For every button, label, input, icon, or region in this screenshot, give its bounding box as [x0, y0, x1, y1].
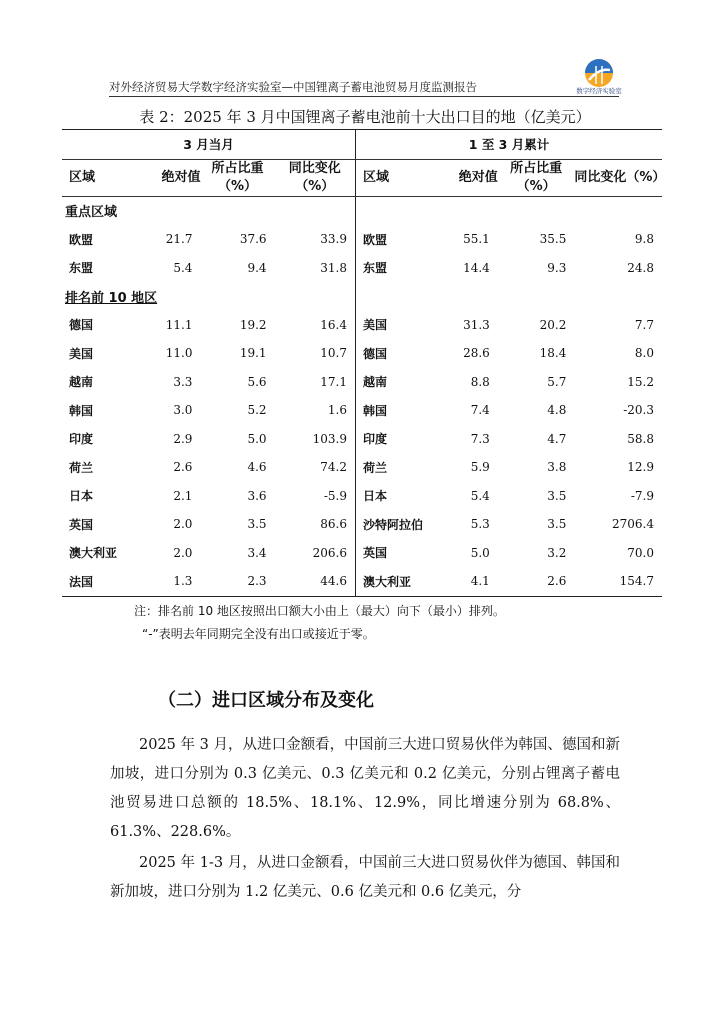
- cell-r-yoy: -7.9: [630, 488, 654, 503]
- cell-l-share: 19.2: [239, 317, 267, 332]
- cell-l-name: 越南: [69, 375, 94, 390]
- cell-r-name: 韩国: [363, 403, 388, 418]
- table-row: [62, 368, 662, 397]
- cell-r-abs: 14.4: [463, 260, 490, 275]
- cell-r-share: 9.3: [547, 260, 567, 275]
- cell-l-abs: 1.3: [140, 567, 201, 596]
- cell-r-yoy: 15.2: [627, 374, 654, 389]
- cell-l-yoy: 31.8: [275, 254, 356, 283]
- report-header: 对外经济贸易大学数字经济实验室—中国锂离子蓄电池贸易月度监测报告: [109, 78, 619, 97]
- cell-l-yoy: 17.1: [275, 368, 356, 397]
- table-row: [62, 311, 662, 340]
- cell-l-abs: 3.3: [173, 374, 193, 389]
- cell-l-abs: 2.9: [173, 431, 193, 446]
- group-cumulative: 1 至 3 月累计: [356, 130, 663, 160]
- section-key-regions: 重点区域: [62, 196, 356, 225]
- cell-r-name: 欧盟: [363, 232, 388, 247]
- cell-l-name: 欧盟: [69, 232, 94, 247]
- cell-l-name: 德国: [69, 318, 94, 333]
- cell-r-name: 英国: [363, 546, 388, 561]
- cell-l-yoy: 74.2: [275, 453, 356, 482]
- cell-l-name: 荷兰: [69, 460, 94, 475]
- cell-r-share: 18.4: [539, 346, 567, 361]
- cell-l-share: 3.5: [247, 517, 267, 532]
- cell-l-share: 5.0: [247, 431, 267, 446]
- cell-r-yoy: 8.0: [634, 346, 654, 361]
- cell-r-name: 德国: [363, 346, 388, 361]
- table-row: [62, 510, 662, 539]
- cell-l-share: 9.4: [247, 260, 267, 275]
- cell-r-share: 20.2: [539, 317, 567, 332]
- cell-l-abs: 2.0: [173, 545, 193, 560]
- cell-l-abs: 5.4: [173, 260, 193, 275]
- cell-r-share: 2.6: [498, 567, 575, 596]
- cell-r-name: 东盟: [363, 261, 388, 276]
- cell-l-abs: 11.0: [165, 346, 193, 361]
- cell-r-share: 4.7: [547, 431, 567, 446]
- table-row: [62, 453, 662, 482]
- cell-l-yoy: 10.7: [275, 339, 356, 368]
- cell-l-share: 3.6: [247, 488, 267, 503]
- cell-l-name: 印度: [69, 432, 94, 447]
- cell-r-name: 日本: [363, 489, 388, 504]
- cell-r-abs: 5.4: [470, 488, 490, 503]
- group-march: 3 月当月: [62, 130, 356, 160]
- cell-r-abs: 5.0: [470, 545, 490, 560]
- col-yoy: 同比变化（%）: [574, 159, 662, 196]
- cell-l-share: 5.6: [247, 374, 267, 389]
- cell-l-name: 法国: [62, 567, 140, 596]
- paragraph-1: 2025 年 3 月，从进口金额看，中国前三大进口贸易伙伴为韩国、德国和新加坡，进口分别为 0.3 亿美元、0.3 亿美元和 0.2 亿美元，分别占锂离子蓄电池贸易进口总额的 18.5%、18.1%、12.9%，同比增速分别为 68.8%、61.3%、228.6%。: [110, 737, 620, 840]
- cell-r-share: 4.8: [547, 403, 567, 418]
- section-top10: 排名前 10 地区: [62, 282, 356, 311]
- cell-l-yoy: -5.9: [275, 482, 356, 511]
- paragraph-2: 2025 年 1-3 月，从进口金额看，中国前三大进口贸易伙伴为德国、韩国和新加坡，进口分别为 1.2 亿美元、0.6 亿美元和 0.6 亿美元，分: [110, 855, 620, 900]
- cell-l-share: 5.2: [247, 403, 267, 418]
- cell-r-name: 越南: [363, 375, 388, 390]
- cell-r-yoy: 58.8: [627, 431, 654, 446]
- cell-l-name: 日本: [69, 489, 94, 504]
- cell-l-abs: 2.1: [173, 488, 193, 503]
- cell-l-abs: 21.7: [165, 232, 193, 247]
- col-abs: 绝对值: [439, 159, 498, 196]
- cell-r-share: 3.8: [547, 460, 567, 475]
- cell-l-share: 2.3: [200, 567, 274, 596]
- table-note-1: 注：排名前 10 地区按照出口额大小由上（最大）向下（最小）排列。: [134, 604, 505, 618]
- export-destinations-table: [62, 129, 666, 597]
- cell-r-name: 澳大利亚: [356, 567, 439, 596]
- table-row: [62, 396, 662, 425]
- cell-r-abs: 5.3: [470, 517, 490, 532]
- cell-l-yoy: 33.9: [275, 225, 356, 254]
- cell-r-name: 美国: [363, 318, 388, 333]
- cell-r-yoy: 24.8: [627, 260, 654, 275]
- cell-r-abs: 5.9: [470, 460, 490, 475]
- table-row: [62, 539, 662, 568]
- cell-r-share: 3.5: [547, 488, 567, 503]
- table-row: [62, 339, 662, 368]
- table-row: [62, 225, 662, 254]
- table-title: 表 2：2025 年 3 月中国锂离子蓄电池前十大出口目的地（亿美元）: [139, 108, 591, 126]
- cell-r-share: 5.7: [547, 374, 567, 389]
- table-note-2: “-”表明去年同期完全没有出口或接近于零。: [142, 627, 375, 641]
- cell-r-abs: 31.3: [463, 317, 490, 332]
- col-region: 区域: [356, 159, 439, 196]
- cell-r-yoy: 2706.4: [612, 517, 654, 532]
- cell-r-abs: 8.8: [470, 374, 490, 389]
- cell-r-yoy: 70.0: [627, 545, 654, 560]
- cell-l-abs: 2.0: [173, 517, 193, 532]
- cell-l-yoy: 103.9: [275, 425, 356, 454]
- cell-l-yoy: 16.4: [275, 311, 356, 340]
- cell-l-share: 19.1: [239, 346, 267, 361]
- col-region: 区域: [62, 159, 140, 196]
- cell-r-abs: 7.3: [470, 431, 490, 446]
- cell-r-share: 3.2: [547, 545, 567, 560]
- cell-r-abs: 28.6: [463, 346, 490, 361]
- cell-l-name: 东盟: [69, 261, 94, 276]
- cell-r-yoy: 7.7: [634, 317, 654, 332]
- cell-r-yoy: -20.3: [623, 403, 654, 418]
- cell-l-share: 4.6: [247, 460, 267, 475]
- cell-l-name: 韩国: [69, 403, 94, 418]
- section-heading: （二）进口区域分布及变化: [158, 690, 374, 711]
- logo-text: 数字经济实验室: [576, 87, 622, 95]
- cell-l-name: 澳大利亚: [69, 546, 118, 561]
- table-row: [62, 567, 662, 596]
- cell-r-yoy: 154.7: [574, 567, 662, 596]
- cell-l-yoy: 44.6: [275, 567, 356, 596]
- cell-r-yoy: 12.9: [627, 460, 654, 475]
- cell-r-name: 印度: [363, 432, 388, 447]
- cell-l-share: 37.6: [239, 232, 267, 247]
- cell-r-share: 35.5: [539, 232, 567, 247]
- cell-l-name: 英国: [69, 517, 94, 532]
- col-share: 所占比重（%）: [200, 159, 274, 196]
- cell-l-name: 美国: [69, 346, 94, 361]
- table-row: [62, 425, 662, 454]
- cell-r-abs: 7.4: [470, 403, 490, 418]
- cell-l-yoy: 206.6: [275, 539, 356, 568]
- table-row: [62, 482, 662, 511]
- cell-l-abs: 11.1: [165, 317, 193, 332]
- col-share: 所占比重（%）: [498, 159, 575, 196]
- col-abs: 绝对值: [140, 159, 201, 196]
- cell-r-share: 3.5: [547, 517, 567, 532]
- cell-r-abs: 4.1: [439, 567, 498, 596]
- cell-r-yoy: 9.8: [634, 232, 654, 247]
- cell-r-name: 沙特阿拉伯: [363, 517, 424, 532]
- cell-l-share: 3.4: [247, 545, 267, 560]
- cell-l-abs: 3.0: [173, 403, 193, 418]
- col-yoy: 同比变化（%）: [275, 159, 356, 196]
- table-row: [62, 254, 662, 283]
- cell-r-name: 荷兰: [363, 460, 388, 475]
- cell-l-yoy: 1.6: [275, 396, 356, 425]
- cell-l-yoy: 86.6: [275, 510, 356, 539]
- cell-l-abs: 2.6: [173, 460, 193, 475]
- cell-r-abs: 55.1: [463, 232, 490, 247]
